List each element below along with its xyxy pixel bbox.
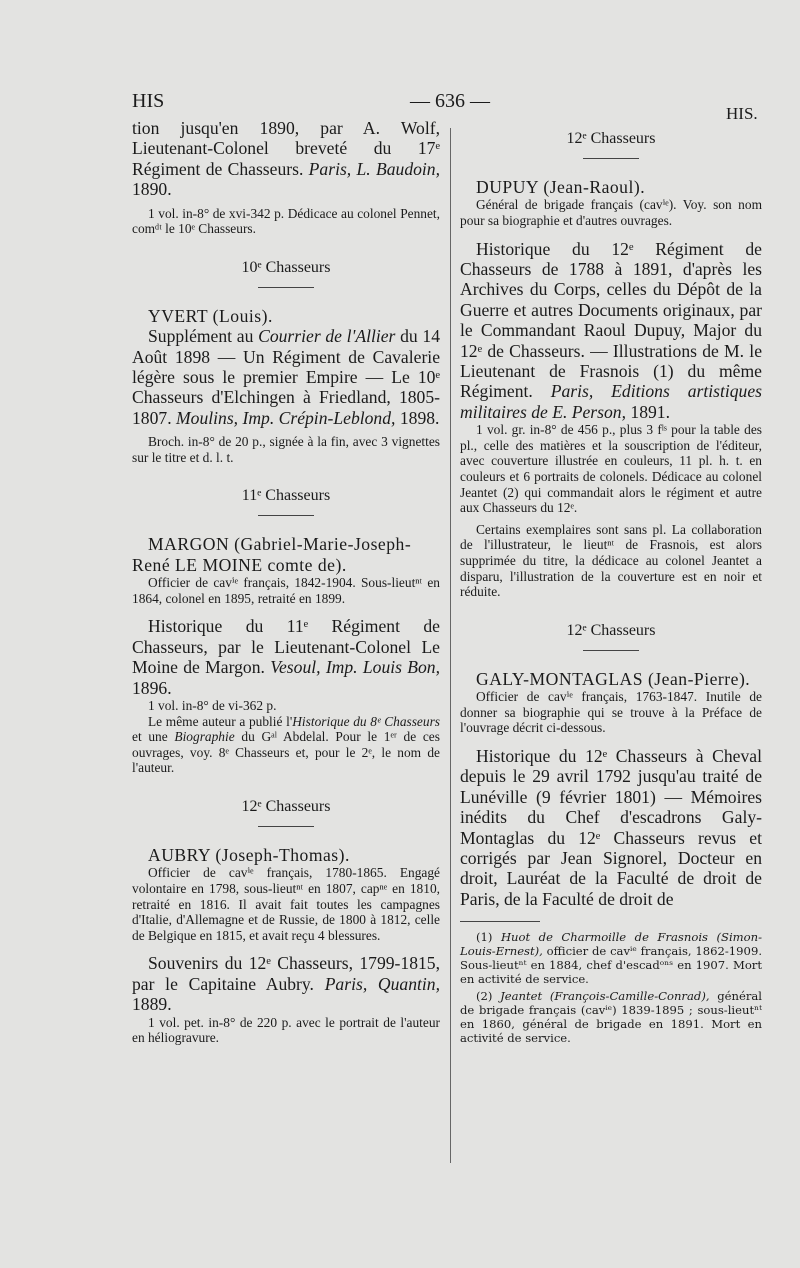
section-rule: [258, 826, 314, 827]
entry-title: Historique du 12ᵉ Régiment de Chasseurs de 1788 à 1891, d'après les Archives du Corps, celles du Dépôt de la Guerre et autres Documents originaux, par le Commandant Raoul Dupuy, Major du 12ᵉ de Chasseurs. — Illustrations de M. le Lieutenant de Frasnois (1) du même Régiment. Paris, Editions artistiques militaires de E. Person, 1891.: [460, 238, 762, 422]
entry-title: Historique du 12ᵉ Chasseurs à Cheval depuis le 29 avril 1792 jusqu'au traité de Lunéville (9 février 1801) — Mémoires inédits du Chef d'escadrons Galy-Montaglas du 12ᵉ Chasseurs revus et corrigés par Jean Signorel, Docteur en droit, Lauréat de la Faculté de droit de Paris, de la Faculté de droit de: [460, 745, 762, 909]
entry-note: 1 vol. in-8° de vi-362 p.: [148, 698, 277, 714]
section-rule: [583, 650, 639, 651]
section-heading: 12ᵉ Chasseurs: [460, 130, 762, 159]
page-number: — 636 —: [410, 90, 490, 112]
entry-continuation: tion jusqu'en 1890, par A. Wolf, Lieutenant-Colonel breveté du 17ᵉ Régiment de Chasseurs. Paris, L. Baudoin, 1890.: [132, 118, 440, 200]
author-bio: Général de brigade français (cavⁱᵉ). Voy. son nom pour sa biographie et d'autres ouvrages.: [460, 197, 762, 228]
entry-note: 1 vol. gr. in-8° de 456 p., plus 3 fˡˢ pour la table des pl., celle des matières et la souscription de l'éditeur, avec couverture illustrée en couleurs, 11 pl. h. t. en couleurs et 6 portraits de colonels. Dédicace au colonel Jeantet (2) qui commandait alors le régiment et autre aux Chasseurs du 12ᵉ.: [460, 422, 762, 516]
header-left: HIS: [132, 90, 165, 112]
section-rule: [583, 158, 639, 159]
section-heading: 12ᵉ Chasseurs: [460, 622, 762, 651]
section-rule: [258, 515, 314, 516]
section-heading: 10ᵉ Chasseurs: [132, 259, 440, 288]
right-column: [460, 118, 762, 1045]
author-bio: Officier de cavⁱᵉ français, 1842-1904. Sous-lieutⁿᵗ en 1864, colonel en 1895, retraité en 1899.: [132, 575, 440, 606]
left-column: [132, 118, 440, 1046]
entry-note: 1 vol. in-8° de xvi-342 p. Dédicace au colonel Pennet, comᵈᵗ le 10ᵉ Chasseurs.: [132, 205, 440, 237]
author-name: MARGON (Gabriel-Marie-Joseph-René LE MOINE comte de).: [132, 534, 412, 575]
footnote: (1) Huot de Charmoille de Frasnois (Simon-Louis-Ernest), officier de cavⁱᵉ français, 1862-1909. Sous-lieutⁿᵗ en 1884, chef d'escadᵒⁿˢ en 1907. Mort en activité de service.: [460, 930, 763, 987]
section-heading: 11ᵉ Chasseurs: [132, 487, 440, 516]
author-bio: Officier de cavⁱᵉ français, 1780-1865. Engagé volontaire en 1798, sous-lieutⁿᵗ en 1807, capⁿᵉ en 1810, retraité en 1816. Il avait fait toutes les campagnes d'Italie, d'Allemagne et de Russie, de 1800 à 1812, celle de Belgique en 1815, et avait reçu 4 blessures.: [132, 865, 440, 943]
entry-title: Supplément au Courrier de l'Allier du 14 Août 1898 — Un Régiment de Cavalerie légère sous le premier Empire — Le 10ᵉ Chasseurs d'Elchingen à Friedland, 1805-1807. Moulins, Imp. Crépin-Leblond, 1898.: [132, 326, 441, 428]
entry-note: Broch. in-8° de 20 p., signée à la fin, avec 3 vignettes sur le titre et d. l. t.: [132, 434, 440, 465]
entry-note: 1 vol. pet. in-8° de 220 p. avec le portrait de l'auteur en héliogravure.: [132, 1014, 440, 1046]
entry-note: Le même auteur a publié l'Historique du 8ᵉ Chasseurs et une Biographie du Gᵃˡ Abdelal. Pour le 1ᵉʳ de ces ouvrages, voy. 8ᵉ Chasseurs et, pour le 2ᵉ, le nom de l'auteur.: [132, 713, 440, 776]
author-name: YVERT (Louis).: [148, 305, 273, 326]
entry-title: Souvenirs du 12ᵉ Chasseurs, 1799-1815, par le Capitaine Aubry. Paris, Quantin, 1889.: [132, 953, 440, 1015]
author-name: DUPUY (Jean-Raoul).: [476, 177, 646, 197]
author-bio: Officier de cavⁱᵉ français, 1763-1847. Inutile de donner sa biographie qui se trouve à la Préface de l'ouvrage décrit ci-dessous.: [460, 689, 762, 736]
author-name: AUBRY (Joseph-Thomas).: [148, 845, 350, 866]
footnote-rule: [460, 921, 540, 922]
section-rule: [258, 287, 314, 288]
entry-title: Historique du 11ᵉ Régiment de Chasseurs, par le Lieutenant-Colonel Le Moine de Margon. Vesoul, Imp. Louis Bon, 1896.: [132, 616, 441, 698]
entry-note: Certains exemplaires sont sans pl. La collaboration de l'illustrateur, le lieutⁿᵗ de Frasnois, est alors supprimée du titre, la dédicace au colonel Jeantet a disparu, l'illustration de la couverture est en noir et réduite.: [460, 521, 762, 600]
footnote: (2) Jeantet (François-Camille-Conrad), général de brigade français (cavⁱᵉ) 1839-1895 ; sous-lieutⁿᵗ en 1860, général de brigade en 1891. Mort en activité de service.: [460, 989, 763, 1046]
column-divider: [450, 128, 451, 1163]
author-name: GALY-MONTAGLAS (Jean-Pierre).: [476, 668, 751, 689]
header-right: HIS.: [726, 104, 758, 123]
section-heading: 12ᵉ Chasseurs: [132, 798, 440, 827]
